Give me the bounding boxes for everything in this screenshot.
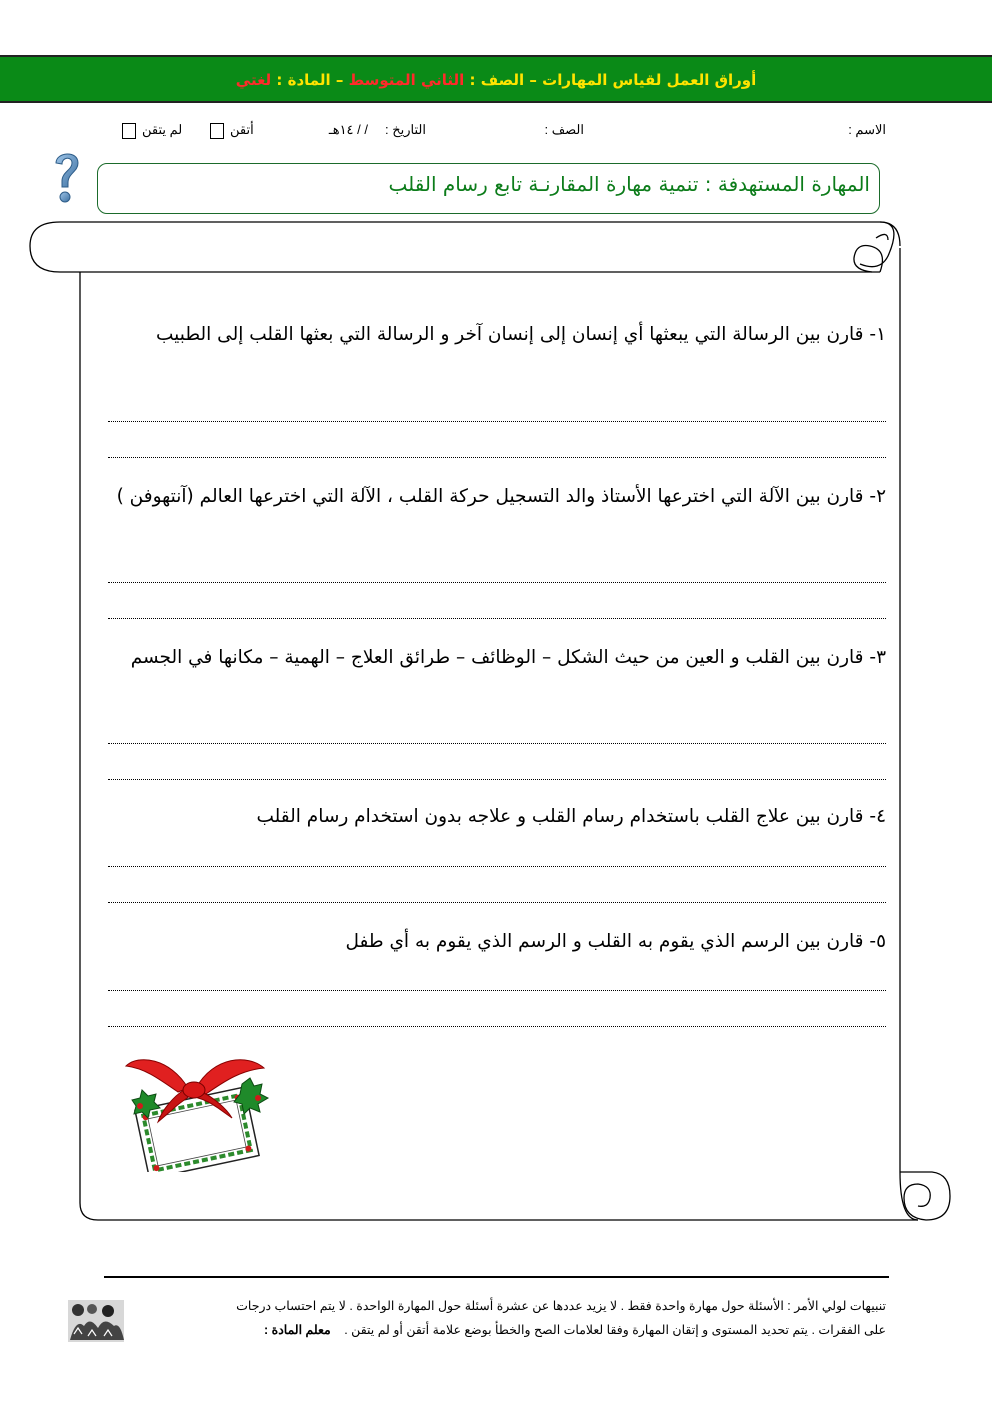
question-2: ٢- قارن بين الآلة التي اخترعها الأستاذ والد التسجيل حركة القلب ، الآلة التي اخترعها العالم (آنتهوفن ) <box>116 486 886 507</box>
question-4: ٤- قارن بين علاج القلب باستخدام رسام القلب و علاجه بدون استخدام رسام القلب <box>256 806 886 827</box>
gift-card-icon <box>118 1048 274 1172</box>
header-title: أوراق العمل لقياس المهارات – الصف : <box>464 71 757 89</box>
footer-note-line1: تنبيهات لولي الأمر : الأسئلة حول مهارة واحدة فقط . لا يزيد عددها عن عشرة أسئلة حول المهارة الواحدة . لا يتم احتساب درجات <box>236 1299 886 1313</box>
footer-note-line2 <box>116 1322 886 1337</box>
answer-line[interactable] <box>108 779 886 780</box>
answer-line[interactable] <box>108 582 886 583</box>
question-1: ١- قارن بين الرسالة التي يبعثها أي إنسان إلى إنسان آخر و الرسالة التي بعثها القلب إلى الطبيب <box>155 324 886 345</box>
mastered-label: أتقن <box>230 122 254 137</box>
skill-value: تنمية مهارة المقارنـة تابع رسام القلب <box>388 172 699 196</box>
question-3: ٣- قارن بين القلب و العين من حيث الشكل – الوظائف – طرائق العلاج – الهمية – مكانها في الجسم <box>130 647 886 668</box>
question-5: ٥- قارن بين الرسم الذي يقوم به القلب و الرسم الذي يقوم به أي طفل <box>345 931 886 952</box>
answer-line[interactable] <box>108 1026 886 1027</box>
answer-line[interactable] <box>108 743 886 744</box>
answer-line[interactable] <box>108 990 886 991</box>
not-mastered-label: لم يتقن <box>142 122 183 137</box>
header-grade: الثاني المتوسط <box>348 71 465 89</box>
answer-line[interactable] <box>108 457 886 458</box>
date-value: / / ١٤هـ <box>328 122 368 137</box>
teacher-label: معلم المادة : <box>264 1323 331 1337</box>
header-subject-label: – المادة : <box>271 71 349 89</box>
class-label: الصف : <box>544 122 584 137</box>
answer-line[interactable] <box>108 902 886 903</box>
footer-note-line2-text: على الفقرات . يتم تحديد المستوى و إتقان المهارة وفقا لعلامات الصح والخطأ بوضع علامة أتقن أو لم يتقن . <box>344 1323 886 1337</box>
name-label: الاسم : <box>848 122 886 137</box>
answer-line[interactable] <box>108 618 886 619</box>
skill-label: المهارة المستهدفة : <box>704 172 870 196</box>
header-subject: لغتي <box>235 71 272 89</box>
footer-divider <box>104 1276 889 1278</box>
answer-line[interactable] <box>108 421 886 422</box>
date-label: التاريخ : <box>385 122 426 137</box>
figures-logo-icon <box>68 1300 124 1342</box>
answer-line[interactable] <box>108 866 886 867</box>
